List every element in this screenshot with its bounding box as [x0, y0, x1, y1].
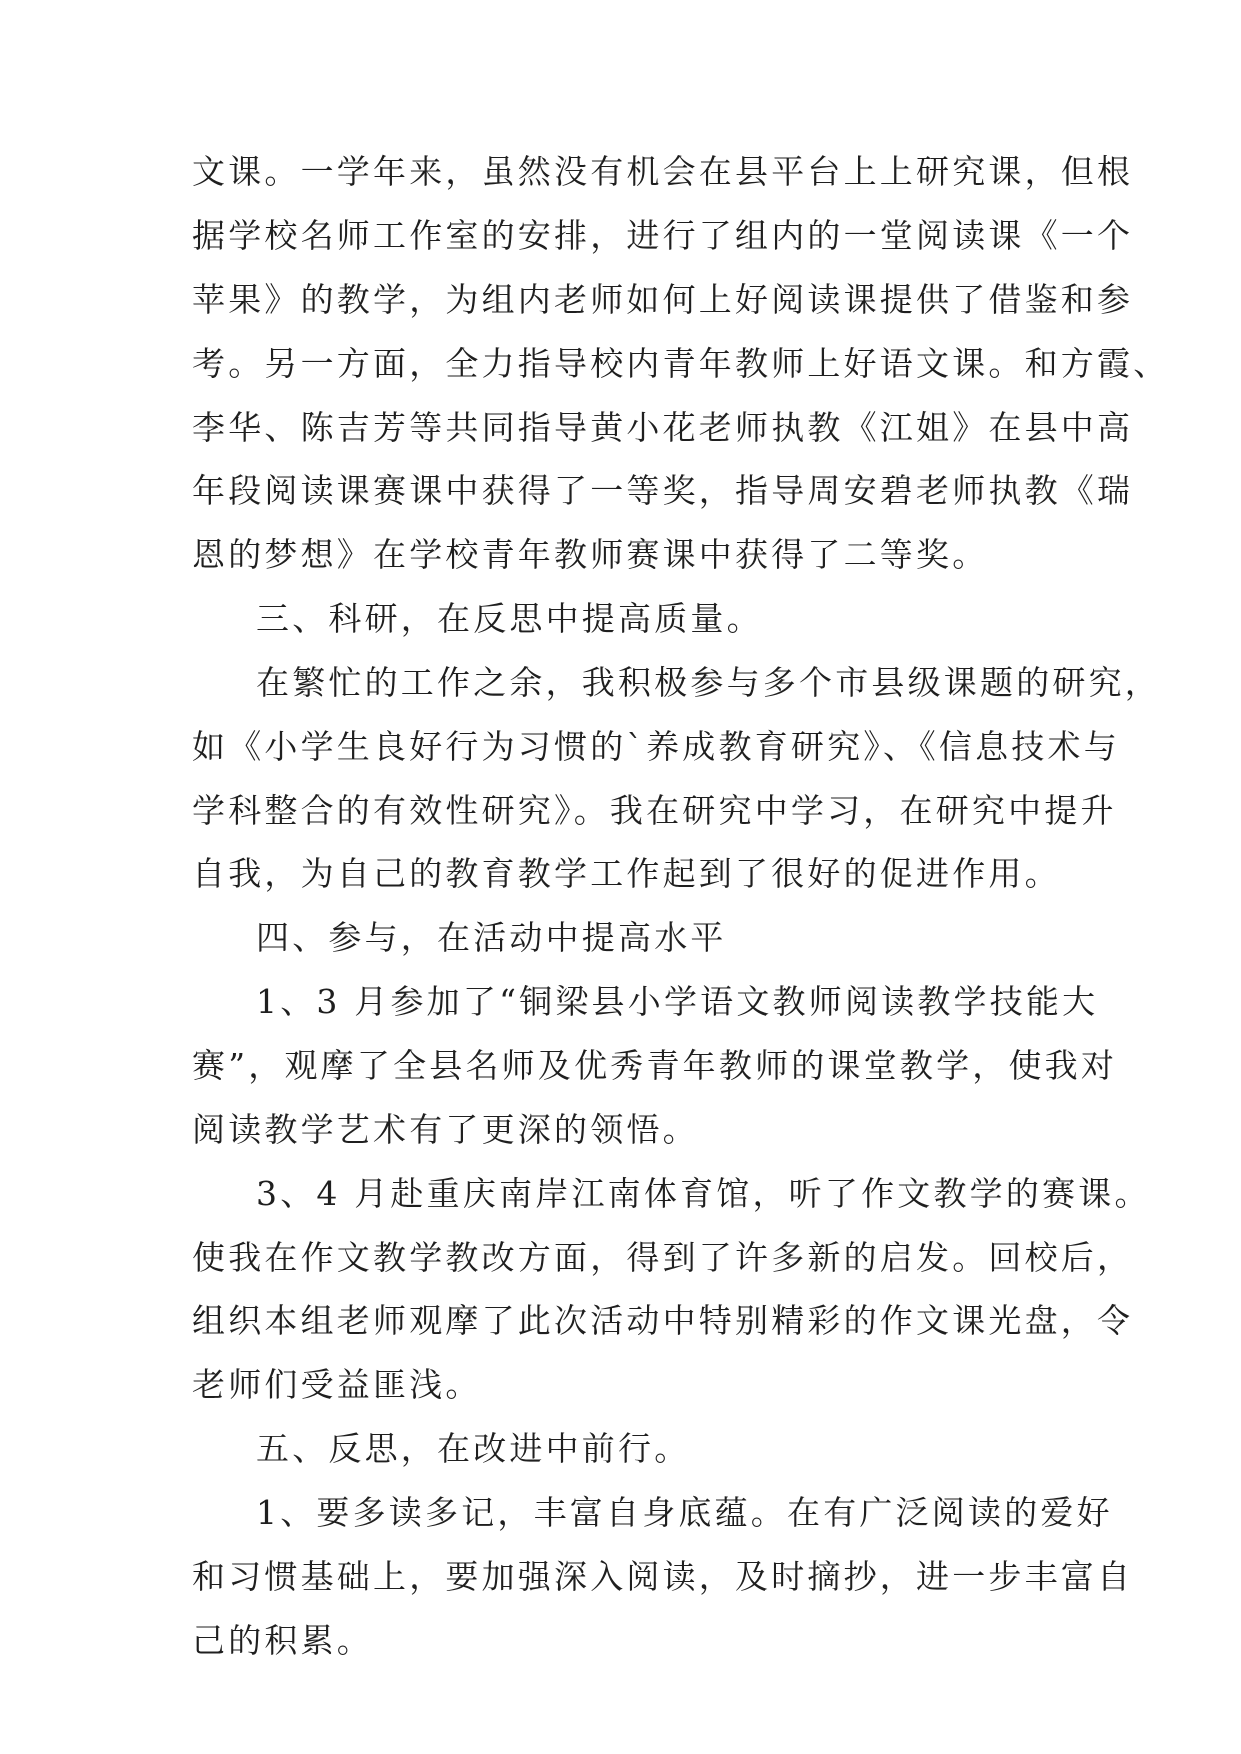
text-line: 1、3 月参加了“铜梁县小学语文教师阅读教学技能大	[256, 982, 1099, 1021]
text-line: 李华、陈吉芳等共同指导黄小花老师执教《江姐》在县中高	[192, 408, 1134, 447]
text-line: 老师们受益匪浅。	[192, 1365, 482, 1404]
text-line: 赛”，观摩了全县名师及优秀青年教师的课堂教学，使我对	[192, 1046, 1118, 1085]
text-line: 学科整合的有效性研究》。我在研究中学习，在研究中提升	[192, 791, 1117, 830]
text-line: 在繁忙的工作之余，我积极参与多个市县级课题的研究，	[256, 663, 1161, 702]
text-line: 年段阅读课赛课中获得了一等奖，指导周安碧老师执教《瑞	[192, 471, 1134, 510]
text-line: 和习惯基础上，要加强深入阅读，及时摘抄，进一步丰富自	[192, 1557, 1134, 1596]
text-line: 组织本组老师观摩了此次活动中特别精彩的作文课光盘，令	[192, 1301, 1134, 1340]
section-heading: 三、科研，在反思中提高质量。	[256, 599, 763, 638]
text-line: 己的积累。	[192, 1621, 373, 1660]
text-line: 自我，为自己的教育教学工作起到了很好的促进作用。	[192, 854, 1061, 893]
text-line: 使我在作文教学教改方面，得到了许多新的启发。回校后，	[192, 1238, 1134, 1277]
text-line: 据学校名师工作室的安排，进行了组内的一堂阅读课《一个	[192, 216, 1134, 255]
text-line: 如《小学生良好行为习惯的`养成教育研究》、《信息技术与	[192, 727, 1120, 766]
text-line: 3、4 月赴重庆南岸江南体育馆，听了作文教学的赛课。	[256, 1174, 1151, 1213]
section-heading: 五、反思，在改进中前行。	[256, 1429, 691, 1468]
text-line: 1、要多读多记，丰富自身底蕴。在有广泛阅读的爱好	[256, 1493, 1113, 1532]
text-line: 恩的梦想》在学校青年教师赛课中获得了二等奖。	[192, 535, 989, 574]
text-line: 文课。一学年来，虽然没有机会在县平台上上研究课，但根	[192, 152, 1134, 191]
text-line: 苹果》的教学，为组内老师如何上好阅读课提供了借鉴和参	[192, 280, 1134, 319]
section-heading: 四、参与，在活动中提高水平	[256, 918, 727, 957]
text-line: 考。另一方面，全力指导校内青年教师上好语文课。和方霞、	[192, 344, 1170, 383]
text-line: 阅读教学艺术有了更深的领悟。	[192, 1110, 699, 1149]
